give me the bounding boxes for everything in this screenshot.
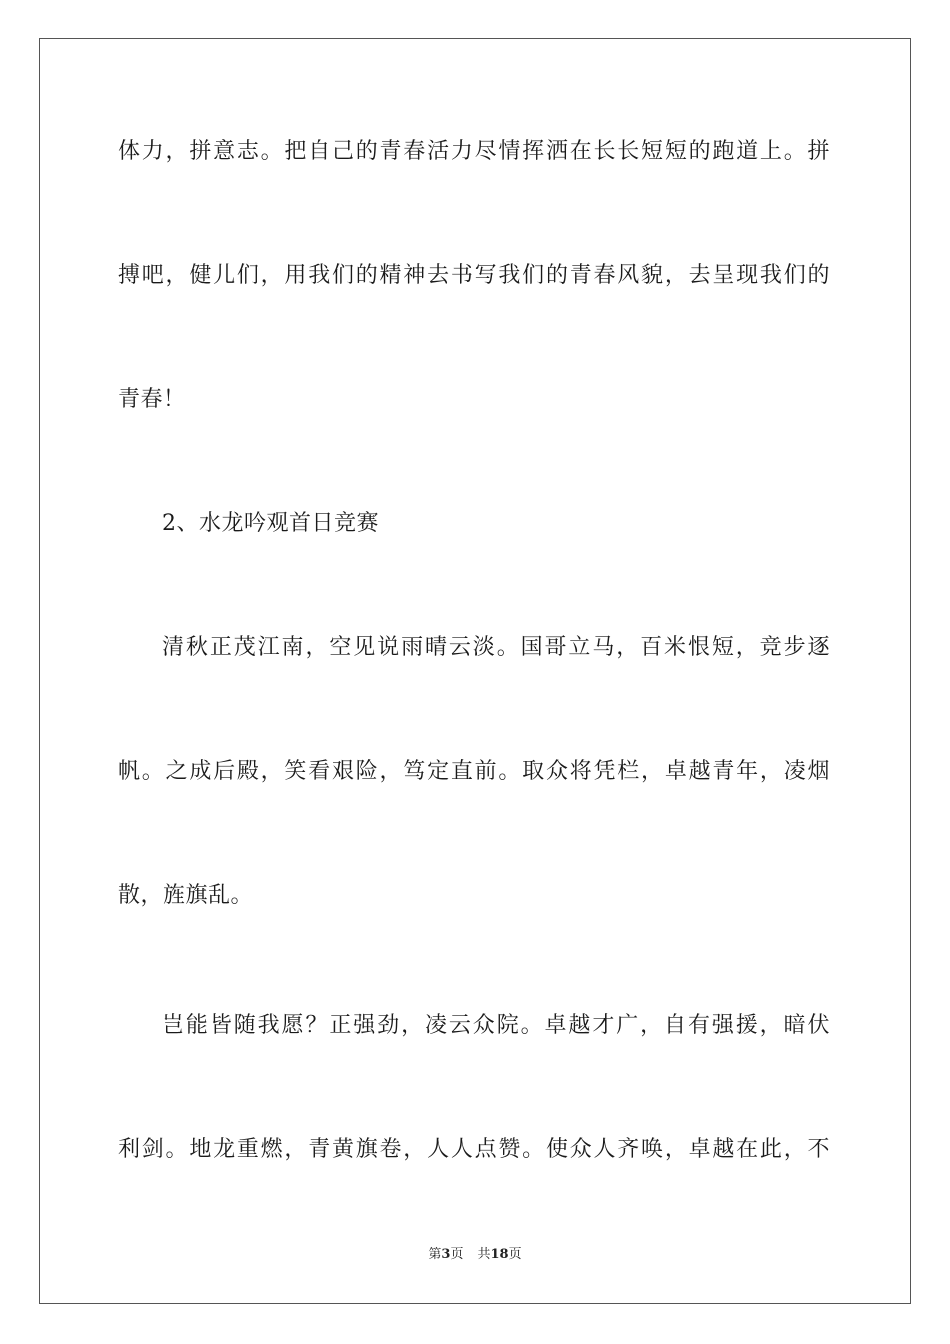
body-line-5: 清秋正茂江南，空见说雨晴云淡。国哥立马，百米恨短，竞步逐 <box>162 635 830 660</box>
section-heading: 2、水龙吟观首日竞赛 <box>162 511 379 536</box>
body-line-1: 体力，拼意志。把自己的青春活力尽情挥洒在长长短短的跑道上。拼 <box>118 139 830 164</box>
body-line-3: 青春！ <box>118 387 186 412</box>
footer-page-suffix: 页 <box>450 1247 464 1262</box>
footer-total-pages: 18 <box>490 1247 509 1262</box>
footer-page-prefix: 第 <box>428 1247 442 1262</box>
footer-page-number: 3 <box>441 1247 451 1262</box>
page-footer <box>0 1246 950 1264</box>
footer-total-suffix: 页 <box>508 1247 522 1262</box>
body-line-6: 帆。之成后殿，笑看艰险，笃定直前。取众将凭栏，卓越青年，凌烟 <box>118 759 830 784</box>
body-line-2: 搏吧，健儿们，用我们的精神去书写我们的青春风貌，去呈现我们的 <box>118 263 830 288</box>
footer-total-prefix: 共 <box>477 1247 491 1262</box>
body-line-8: 岂能皆随我愿？正强劲，凌云众院。卓越才广，自有强援，暗伏 <box>162 1013 830 1038</box>
body-line-7: 散，旌旗乱。 <box>118 883 254 908</box>
body-line-9: 利剑。地龙重燃，青黄旗卷，人人点赞。使众人齐唤，卓越在此，不 <box>118 1137 830 1162</box>
page-border <box>39 38 911 1304</box>
